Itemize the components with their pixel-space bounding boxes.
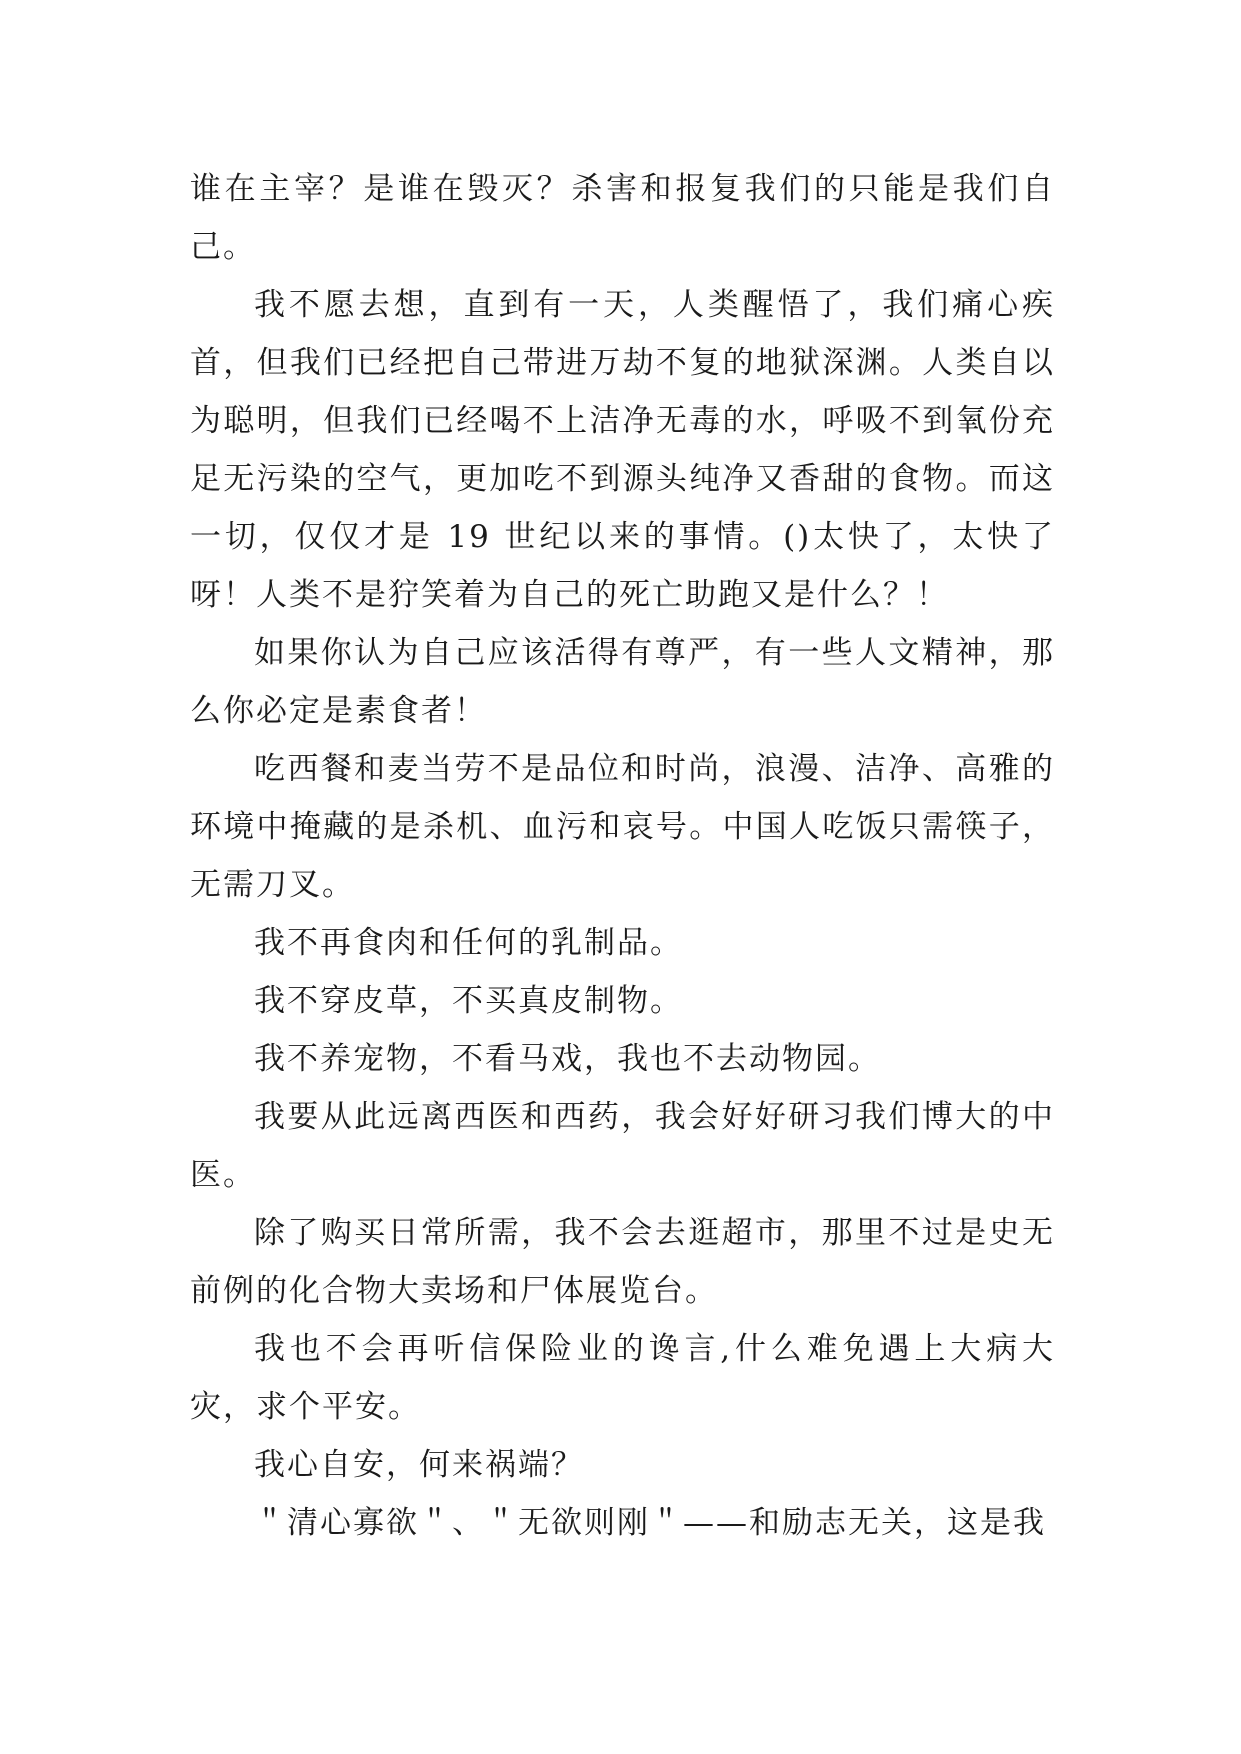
paragraph-3: 如果你认为自己应该活得有尊严，有一些人文精神，那么你必定是素食者！	[190, 635, 1055, 729]
paragraph-4: 吃西餐和麦当劳不是品位和时尚，浪漫、洁净、高雅的环境中掩藏的是杀机、血污和哀号。中国人吃饭只需筷子，无需刀叉。	[190, 751, 1055, 903]
paragraph-6: 我不穿皮草，不买真皮制物。	[254, 983, 683, 1019]
document-body	[190, 160, 1055, 1552]
paragraph-5: 我不再食肉和任何的乳制品。	[254, 925, 683, 961]
paragraph-12: ＂清心寡欲＂、＂无欲则刚＂——和励志无关，这是我	[254, 1505, 1046, 1541]
paragraph-1: 谁在主宰？是谁在毁灭？杀害和报复我们的只能是我们自己。	[190, 171, 1055, 265]
paragraph-9: 除了购买日常所需，我不会去逛超市，那里不过是史无前例的化合物大卖场和尸体展览台。	[190, 1215, 1055, 1309]
paragraph-8: 我要从此远离西医和西药，我会好好研习我们博大的中医。	[190, 1099, 1055, 1193]
paragraph-7: 我不养宠物，不看马戏，我也不去动物园。	[254, 1041, 881, 1077]
paragraph-10: 我也不会再听信保险业的谗言,什么难免遇上大病大灾，求个平安。	[190, 1331, 1055, 1425]
paragraph-2: 我不愿去想，直到有一天，人类醒悟了，我们痛心疾首，但我们已经把自己带进万劫不复的地狱深渊。人类自以为聪明，但我们已经喝不上洁净无毒的水，呼吸不到氧份充足无污染的空气，更加吃不到源头纯净又香甜的食物。而这一切，仅仅才是 19 世纪以来的事情。()太快了，太快了呀！人类不是狞笑着为自己的死亡助跑又是什么？！	[190, 287, 1055, 613]
paragraph-11: 我心自安，何来祸端？	[254, 1447, 584, 1483]
